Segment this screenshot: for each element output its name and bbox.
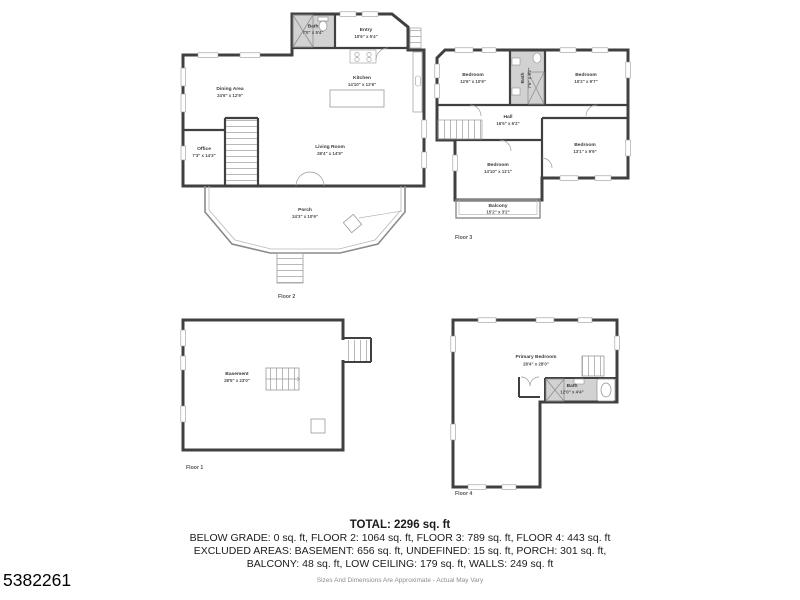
room-dims: 10'2" x 9'7" — [574, 79, 598, 84]
room-dims: 24'6" x 12'9" — [217, 93, 243, 98]
included-areas-text: BELOW GRADE: 0 sq. ft, FLOOR 2: 1064 sq. ft, FLOOR 3: 789 sq. ft, FLOOR 4: 443 sq. ft — [189, 532, 611, 544]
room-name: Porch — [298, 208, 312, 213]
stove-icon — [350, 50, 376, 63]
room-dims: 14'10" x 11'1" — [484, 169, 512, 174]
area-summary — [0, 519, 800, 584]
room-label-living — [315, 144, 345, 156]
floor-3-label: Floor 3 — [455, 235, 473, 241]
floor-1-plan — [181, 320, 371, 471]
room-name: Bedroom — [574, 143, 596, 148]
room-label-bedroom1 — [460, 72, 486, 84]
side-stairs-icon — [344, 340, 370, 361]
room-label-hall — [496, 114, 519, 126]
side-steps-icon — [343, 211, 402, 233]
floor-4-label: Floor 4 — [455, 491, 473, 497]
door-arcs — [521, 377, 539, 386]
windows — [451, 318, 620, 490]
bathtub-icon — [597, 379, 615, 401]
room-dims: 7'6" x 9'7" — [527, 67, 532, 89]
room-dims: 10'6" x 5'4" — [354, 34, 378, 39]
excluded-areas-text-1: EXCLUDED AREAS: BASEMENT: 656 sq. ft, UNDEFINED: 15 sq. ft, PORCH: 301 sq. ft, — [193, 545, 607, 557]
room-label-primary — [515, 354, 557, 367]
room-label-kitchen — [348, 75, 376, 87]
room-label-office — [192, 146, 215, 158]
room-name: Kitchen — [353, 76, 371, 81]
room-name: Bath — [307, 24, 319, 30]
toilet-icon — [318, 17, 328, 31]
room-name: Balcony — [488, 204, 508, 209]
room-dims: 24'3" x 10'9" — [292, 214, 318, 219]
porch-outline — [205, 186, 405, 253]
room-name: Living Room — [315, 145, 345, 150]
room-label-bedroom3 — [484, 162, 512, 174]
room-name: Primary Bedroom — [515, 355, 557, 360]
room-label-basement — [224, 371, 250, 383]
excluded-areas-text-2: BALCONY: 48 sq. ft, LOW CEILING: 179 sq. ft, WALLS: 249 sq. ft — [246, 558, 554, 570]
total-area-text: TOTAL: 2296 sq. ft — [349, 519, 451, 531]
room-label-porch — [292, 207, 318, 219]
staircase-icon — [582, 356, 604, 376]
floor-3-plan — [435, 48, 631, 241]
door-arcs — [296, 48, 388, 186]
room-dims: 14'10" x 12'6" — [347, 82, 377, 87]
exterior-walls — [183, 320, 343, 450]
kitchen-island — [330, 90, 384, 107]
room-dims: 13'1" x 9'9" — [573, 149, 597, 154]
listing-id: 5382261 — [3, 570, 72, 590]
floor-4-plan — [451, 318, 620, 497]
floor-2-label: Floor 2 — [278, 294, 296, 300]
room-label-balcony — [486, 203, 509, 215]
room-name: Bedroom — [575, 73, 597, 78]
room-name: Entry — [359, 28, 373, 33]
room-dims: 28'4" x 28'0" — [523, 361, 549, 367]
staircase-icon — [438, 120, 482, 139]
room-dims: 12'6" x 10'9" — [460, 79, 486, 84]
door-arcs — [470, 105, 597, 168]
room-name: Basement — [225, 372, 249, 377]
floor-2-plan — [181, 12, 426, 300]
sink-icon — [416, 76, 421, 86]
staircase-icon — [226, 119, 257, 184]
floor-1-label: Floor 1 — [186, 465, 204, 471]
entry-steps-icon — [410, 28, 421, 48]
room-label-dining — [216, 86, 244, 98]
room-dims: 7'0" x 5'4" — [302, 30, 324, 35]
room-name: Bath — [521, 72, 526, 84]
room-label-entry — [354, 27, 377, 39]
room-dims: 16'5" x 6'2" — [496, 121, 520, 126]
staircase-icon — [266, 368, 300, 390]
room-dims: 12'0" x 4'4" — [560, 389, 584, 395]
room-name: Bedroom — [487, 163, 509, 168]
disclaimer-text: Sizes And Dimensions Are Approximate - Actual May Vary — [316, 577, 484, 584]
room-label-bedroom2 — [574, 72, 597, 84]
room-dims: 15'2" x 3'2" — [486, 209, 510, 215]
room-name: Bath — [566, 384, 578, 389]
room-label-bedroom4 — [573, 142, 596, 154]
exterior-walls — [453, 320, 617, 487]
utility-box — [311, 419, 325, 433]
room-name: Office — [197, 147, 211, 152]
porch-steps-icon — [277, 253, 303, 283]
room-dims: 28'5" x 23'0" — [224, 378, 250, 383]
room-name: Hall — [503, 115, 513, 120]
room-dims: 28'4" x 14'9" — [317, 151, 343, 156]
room-name: Bedroom — [462, 73, 484, 78]
room-dims: 7'3" x 14'3" — [192, 153, 216, 158]
room-name: Dining Area — [216, 87, 244, 92]
